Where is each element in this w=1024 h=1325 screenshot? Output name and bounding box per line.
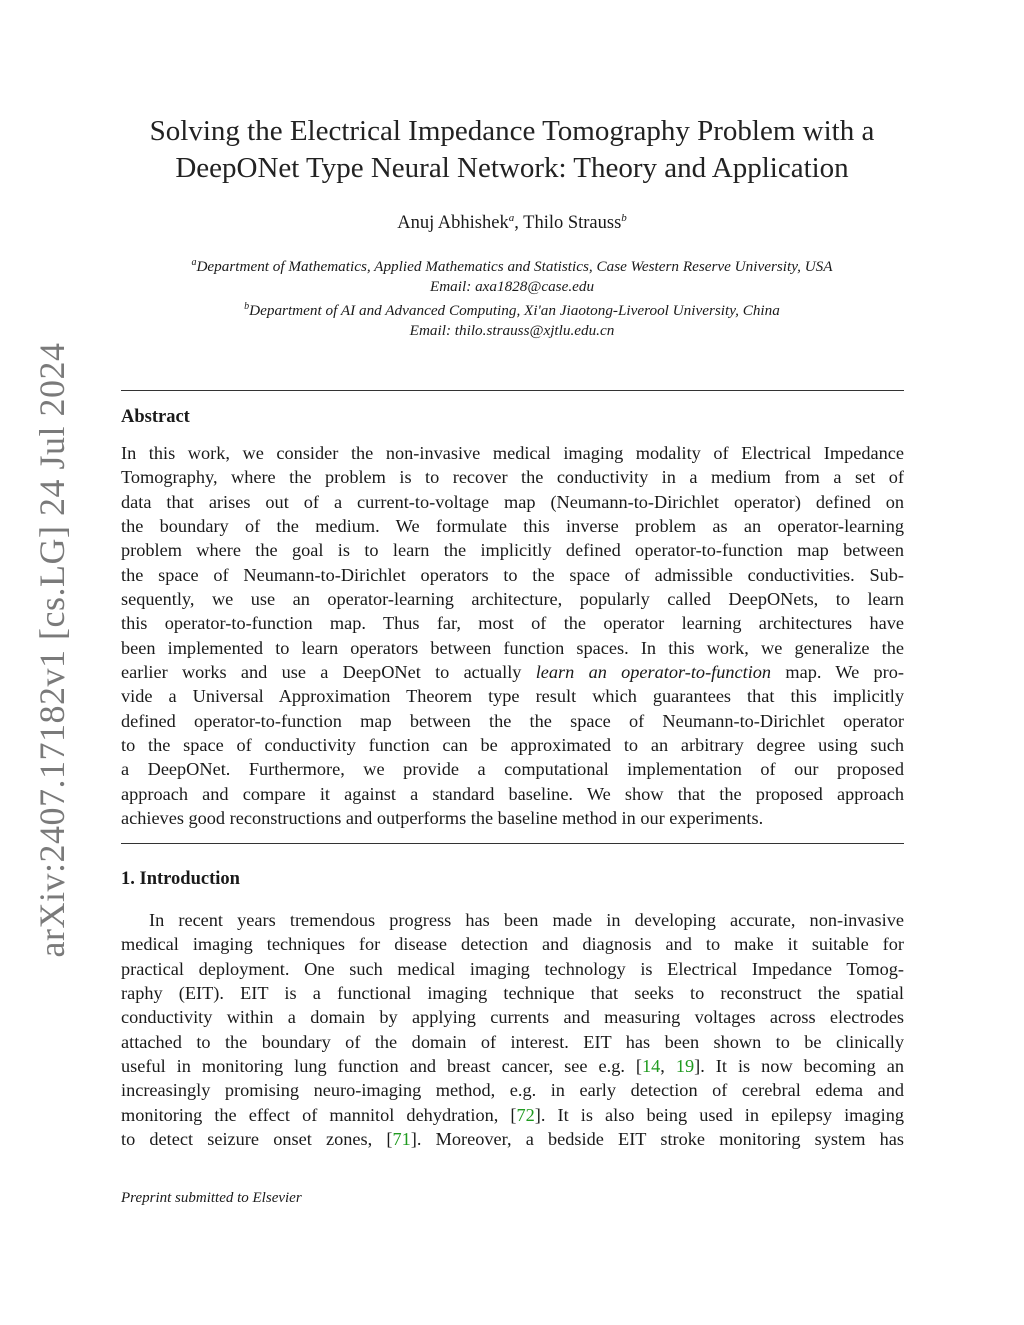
citation-link[interactable]: 71 bbox=[392, 1129, 411, 1150]
abstract-line: In this work, we consider the non-invasive medical imaging modality of Electrical Impedance bbox=[121, 443, 904, 463]
intro-line: practical deployment. One such medical imaging technology is Electrical Impedance Tomog- bbox=[121, 958, 904, 979]
author-name: Anuj Abhishek bbox=[397, 213, 509, 234]
intro-line: increasingly promising neuro-imaging method, e.g. in early detection of cerebral edema and bbox=[121, 1080, 904, 1101]
arxiv-identifier: arXiv:2407.17182v1 [cs.LG] 24 Jul 2024 bbox=[32, 342, 72, 958]
email-line: Email: axa1828@case.edu bbox=[429, 278, 595, 296]
intro-text: ]. It is also being used in epilepsy imaging bbox=[534, 1104, 904, 1125]
abstract-text: map. We pro- bbox=[785, 662, 904, 683]
affil-marker: b bbox=[244, 301, 250, 313]
affiliation-line bbox=[110, 297, 914, 321]
abstract-line: achieves good reconstructions and outperforms the baseline method in our experiments. bbox=[121, 808, 764, 829]
title-line-2: DeepONet Type Neural Network: Theory and Application bbox=[175, 152, 849, 184]
abstract-line: a DeepONet. Furthermore, we provide a computational implementation of our proposed bbox=[121, 759, 904, 780]
abstract-line: approach and compare it against a standard baseline. We show that the proposed approach bbox=[121, 783, 904, 804]
author-name: Thilo Strauss bbox=[523, 213, 622, 234]
citation-link[interactable]: 14 bbox=[642, 1056, 661, 1077]
affil-marker: a bbox=[191, 257, 197, 268]
intro-text: ]. Moreover, a bedside EIT stroke monitoring system has bbox=[410, 1129, 904, 1150]
abstract-line: problem where the goal is to learn the implicitly defined operator-to-function map between bbox=[121, 540, 904, 561]
abstract-heading: Abstract bbox=[121, 407, 190, 427]
abstract-top-rule bbox=[121, 390, 904, 391]
abstract-line: to the space of conductivity function can be approximated to an arbitrary degree using such bbox=[121, 735, 904, 756]
affiliation-line bbox=[110, 253, 914, 277]
paper-title bbox=[120, 113, 904, 187]
affiliation-text: Department of Mathematics, Applied Mathematics and Statistics, Case Western Reserve University, USA bbox=[196, 258, 833, 276]
abstract-line: Tomography, where the problem is to recover the conductivity in a medium from a set of bbox=[121, 467, 904, 488]
abstract-line: sequently, we use an operator-learning architecture, popularly called DeepONets, to learn bbox=[121, 589, 904, 610]
intro-line bbox=[121, 1054, 904, 1078]
author-list: Anuj Abhishek$^a$, Thilo Strauss$^b$ bbox=[397, 212, 627, 234]
abstract-body bbox=[121, 441, 904, 831]
abstract-text: earlier works and use a DeepONet to actually bbox=[121, 662, 522, 683]
abstract-line: data that arises out of a current-to-voltage map (Neumann-to-Dirichlet operator) defined on bbox=[121, 491, 904, 512]
abstract-bottom-rule bbox=[121, 843, 904, 844]
abstract-line: the space of Neumann-to-Dirichlet operators to the space of admissible conductivities. Sub- bbox=[121, 564, 904, 585]
abstract-line: defined operator-to-function map between the the space of Neumann-to-Dirichlet operator bbox=[121, 710, 904, 731]
abstract-line: this operator-to-function map. Thus far, most of the operator learning architectures have bbox=[121, 613, 904, 634]
title-line-1: Solving the Electrical Impedance Tomography Problem with a bbox=[149, 115, 875, 147]
intro-line: raphy (EIT). EIT is a functional imaging technique that seeks to reconstruct the spatial bbox=[121, 983, 904, 1004]
intro-line bbox=[121, 1103, 904, 1127]
introduction-body bbox=[121, 908, 904, 1151]
section-heading-introduction: 1. Introduction bbox=[121, 869, 240, 889]
abstract-line: been implemented to learn operators between function spaces. In this work, we generalize the bbox=[121, 637, 904, 658]
intro-line bbox=[121, 1127, 904, 1151]
abstract-line: the boundary of the medium. We formulate this inverse problem as an operator-learning bbox=[121, 516, 904, 537]
intro-text: to detect seizure onset zones, [ bbox=[121, 1129, 393, 1150]
citation-link[interactable]: 72 bbox=[516, 1104, 535, 1125]
affiliations bbox=[110, 253, 914, 341]
email-line: Email: thilo.strauss@xjtlu.edu.cn bbox=[409, 322, 615, 340]
citation-link[interactable]: 19 bbox=[675, 1056, 695, 1077]
abstract-line bbox=[121, 660, 904, 684]
author-affil-marker: a bbox=[508, 212, 515, 224]
intro-line: In recent years tremendous progress has been made in developing accurate, non-invasive bbox=[149, 910, 904, 930]
affiliation-text: Department of AI and Advanced Computing, Xi'an Jiaotong-Liverool University, China bbox=[249, 302, 780, 320]
author-affil-marker: b bbox=[621, 212, 627, 224]
intro-text: monitoring the effect of mannitol dehydration, [ bbox=[121, 1104, 517, 1125]
abstract-emphasis: learn an operator-to-function bbox=[535, 662, 772, 683]
intro-line: attached to the boundary of the domain of interest. EIT has been shown to be clinically bbox=[121, 1031, 904, 1052]
intro-line: conductivity within a domain by applying currents and measuring voltages across electrodes bbox=[121, 1007, 904, 1028]
intro-line: medical imaging techniques for disease detection and diagnosis and to make it suitable for bbox=[121, 934, 904, 955]
intro-text: useful in monitoring lung function and breast cancer, see e.g. [ bbox=[121, 1056, 642, 1077]
preprint-footer: Preprint submitted to Elsevier bbox=[121, 1190, 302, 1206]
intro-text: ]. It is now becoming an bbox=[694, 1056, 905, 1077]
abstract-line: vide a Universal Approximation Theorem type result which guarantees that this implicitly bbox=[121, 686, 904, 707]
citation-separator: , bbox=[660, 1056, 676, 1077]
